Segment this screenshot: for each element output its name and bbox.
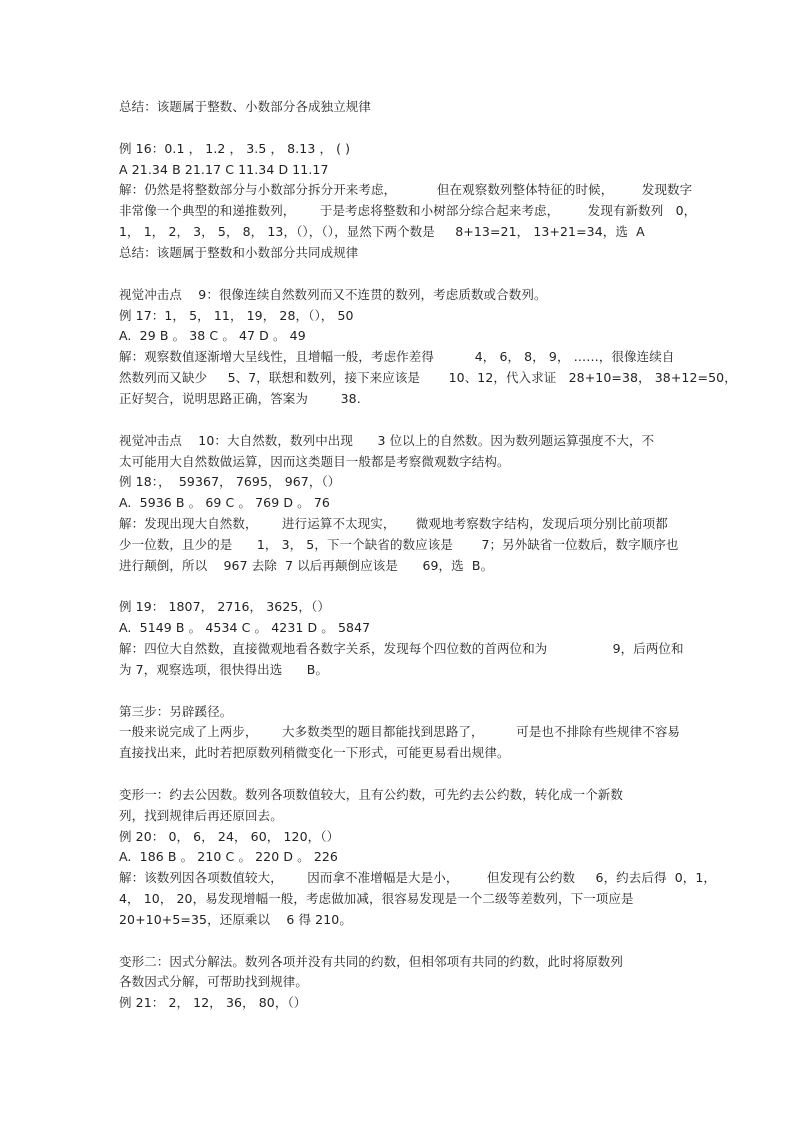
example-16-question: 例 16：0.1 ， 1.2 ， 3.5 ， 8.13 ， ( ) <box>119 141 351 156</box>
visual-point-10-2: 太可能用大自然数做运算，因而这类题目一般都是考察微观数字结构。 <box>119 454 510 469</box>
transform-two-1: 变形二：因式分解法。数列各项并没有共同的约数，但相邻项有共同的约数，此时将原数列 <box>119 954 624 969</box>
example-19-options: A. 5149 B 。 4534 C 。 4231 D 。 5847 <box>119 620 371 635</box>
example-16-solution-2: 非常像一个典型的和递推数列， 于是考虑将整数和小树部分综合起来考虑， 发现有新数列 0， <box>119 203 697 218</box>
example-19-solution-2: 为 7，观察选项，很快得出选 B。 <box>119 662 329 677</box>
example-20-solution-3: 20+10+5=35，还原乘以 6 得 210。 <box>119 912 352 927</box>
example-21-question: 例 21： 2， 12， 36， 80，（） <box>119 995 307 1010</box>
transform-one-1: 变形一：约去公因数。数列各项数值较大，且有公约数，可先约去公约数，转化成一个新数 <box>119 787 624 802</box>
step-three-text-2: 直接找出来，此时若把原数列稍微变化一下形式，可能更易看出规律。 <box>119 745 510 760</box>
example-16-options: A 21.34 B 21.17 C 11.34 D 11.17 <box>119 162 329 177</box>
example-18-options: A. 5936 B 。 69 C 。 769 D 。 76 <box>119 495 330 510</box>
example-17-solution-2: 然数列而又缺少 5、7，联想和数列，接下来应该是 10、12，代入求证 28+10=38， 38+12=50， <box>119 370 737 385</box>
example-18-solution-2: 少一位数，且少的是 1， 3， 5，下一个缺省的数应该是 7；另外缺省一位数后，数字顺序也 <box>119 537 679 552</box>
example-20-question: 例 20： 0， 6， 24， 60， 120，（） <box>119 829 340 844</box>
example-18-solution-1: 解：发现出现大自然数， 进行运算不太现实， 微观地考察数字结构，发现后项分别比前项都 <box>119 516 668 531</box>
example-19-solution-1: 解：四位大自然数，直接微观地看各数字关系，发现每个四位数的首两位和为 9，后两位和 <box>119 641 684 656</box>
example-17-solution-1: 解：观察数值逐渐增大呈线性，且增幅一般，考虑作差得 4， 6， 8， 9， ……，很像连续自 <box>119 349 675 364</box>
summary-line-1: 总结：该题属于整数、小数部分各成独立规律 <box>119 99 372 114</box>
example-17-options: A. 29 B 。 38 C 。 47 D 。 49 <box>119 328 306 343</box>
example-20-solution-1: 解：该数列因各项数值较大， 因而拿不准增幅是大是小， 但发现有公约数 6，约去后得 0，1， <box>119 870 717 885</box>
example-20-solution-2: 4， 10， 20，易发现增幅一般，考虑做加减，很容易发现是一个二级等差数列，下一项应是 <box>119 891 634 906</box>
step-three-text-1: 一般来说完成了上两步， 大多数类型的题目都能找到思路了， 可是也不排除有些规律不容易 <box>119 724 681 739</box>
step-three-title: 第三步：另辟蹊径。 <box>119 704 233 719</box>
example-20-options: A. 186 B 。 210 C 。 220 D 。 226 <box>119 849 338 864</box>
example-17-solution-3: 正好契合，说明思路正确，答案为 38. <box>119 391 361 406</box>
visual-point-9: 视觉冲击点 9：很像连续自然数列而又不连贯的数列，考虑质数或合数列。 <box>119 287 547 302</box>
example-16-solution-3: 1， 1， 2， 3， 5， 8， 13，（），（），显然下两个数是 8+13=21， 13+21=34，选 A <box>119 224 645 239</box>
example-16-solution-1: 解：仍然是将整数部分与小数部分拆分开来考虑， 但在观察数列整体特征的时候， 发现数字 <box>119 182 693 197</box>
summary-line-2: 总结：该题属于整数和小数部分共同成规律 <box>119 245 359 260</box>
transform-one-2: 列，找到规律后再还原回去。 <box>119 808 283 823</box>
example-18-solution-3: 进行颠倒，所以 967 去除 7 以后再颠倒应该是 69，选 B。 <box>119 558 494 573</box>
example-19-question: 例 19： 1807， 2716， 3625，（） <box>119 599 330 614</box>
example-18-question: 例 18：， 59367， 7695， 967，（） <box>119 474 341 489</box>
transform-two-2: 各数因式分解，可帮助找到规律。 <box>119 974 309 989</box>
example-17-question: 例 17：1， 5， 11， 19， 28，（）， 50 <box>119 308 354 323</box>
visual-point-10-1: 视觉冲击点 10：大自然数，数列中出现 3 位以上的自然数。因为数列题运算强度不大，不 <box>119 433 655 448</box>
